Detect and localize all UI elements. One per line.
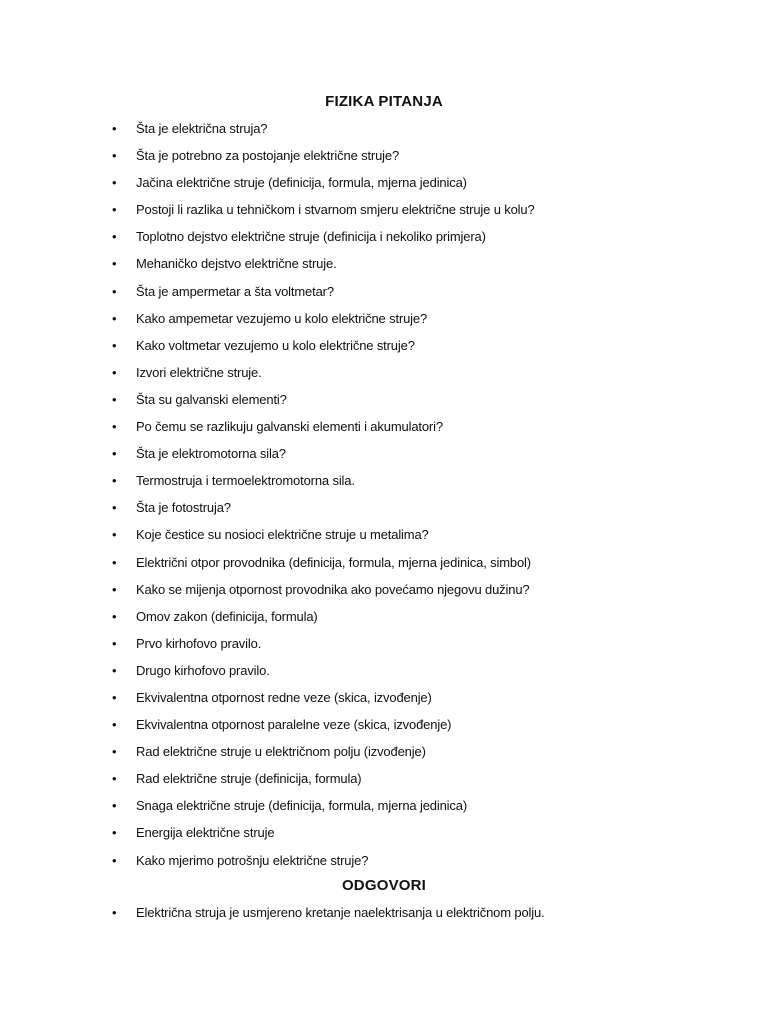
bullet-icon: •: [112, 608, 117, 624]
question-item-text: Kako se mijenja otpornost provodnika ako povećamo njegovu dužinu?: [136, 581, 530, 597]
question-item-text: Omov zakon (definicija, formula): [136, 608, 318, 624]
question-item-text: Rad električne struje (definicija, formula): [136, 771, 362, 787]
bullet-icon: •: [112, 446, 117, 462]
question-item: [0, 283, 768, 310]
bullet-icon: •: [112, 148, 117, 164]
bullet-icon: •: [112, 825, 117, 841]
question-item: [0, 526, 768, 553]
question-item: [0, 608, 768, 635]
question-item: [0, 120, 768, 147]
bullet-icon: •: [112, 905, 117, 920]
question-item-text: Ekvivalentna otpornost paralelne veze (skica, izvođenje): [136, 717, 452, 733]
bullet-icon: •: [112, 337, 117, 353]
bullet-icon: •: [112, 391, 117, 407]
bullet-icon: •: [112, 256, 117, 272]
bullet-icon: •: [112, 744, 117, 760]
question-item: [0, 770, 768, 797]
bullet-icon: •: [112, 798, 117, 814]
question-item: [0, 364, 768, 391]
question-item-text: Šta su galvanski elementi?: [136, 391, 287, 407]
bullet-icon: •: [112, 852, 117, 868]
question-item: [0, 824, 768, 851]
question-item-text: Snaga električne struje (definicija, formula, mjerna jedinica): [136, 798, 468, 814]
question-item-text: Kako ampemetar vezujemo u kolo električne struje?: [136, 310, 428, 326]
bullet-icon: •: [112, 689, 117, 705]
question-item: [0, 310, 768, 337]
bullet-icon: •: [112, 717, 117, 733]
question-item: [0, 391, 768, 418]
question-item: [0, 743, 768, 770]
question-item-text: Izvori električne struje.: [136, 364, 262, 380]
question-item: [0, 499, 768, 526]
bullet-icon: •: [112, 364, 117, 380]
bullet-icon: •: [112, 771, 117, 787]
answer-item-text: Električna struja je usmjereno kretanje naelektrisanja u električnom polju.: [136, 905, 545, 920]
question-item: [0, 716, 768, 743]
bullet-icon: •: [112, 419, 117, 435]
question-item-text: Šta je fotostruja?: [136, 500, 231, 516]
question-item: [0, 797, 768, 824]
question-item-text: Šta je potrebno za postojanje električne struje?: [136, 148, 400, 164]
bullet-icon: •: [112, 554, 117, 570]
question-item: [0, 635, 768, 662]
question-item-text: Toplotno dejstvo električne struje (definicija i nekoliko primjera): [136, 229, 486, 245]
answers-heading: ODGOVORI: [341, 877, 427, 894]
questions-list: [0, 120, 768, 879]
bullet-icon: •: [112, 662, 117, 678]
question-item-text: Drugo kirhofovo pravilo.: [136, 662, 270, 678]
question-item-text: Koje čestice su nosioci električne struje u metalima?: [136, 527, 429, 543]
question-item: [0, 554, 768, 581]
question-item: [0, 174, 768, 201]
question-item-text: Šta je elektromotorna sila?: [136, 446, 286, 462]
bullet-icon: •: [112, 527, 117, 543]
question-item: [0, 581, 768, 608]
question-item: [0, 147, 768, 174]
question-item-text: Postoji li razlika u tehničkom i stvarnom smjeru električne struje u kolu?: [136, 202, 535, 218]
bullet-icon: •: [112, 283, 117, 299]
bullet-icon: •: [112, 310, 117, 326]
question-item-text: Energija električne struje: [136, 825, 275, 841]
question-item-text: Rad električne struje u električnom polju (izvođenje): [136, 744, 426, 760]
question-item-text: Kako mjerimo potrošnju električne struje?: [136, 852, 369, 868]
question-item-text: Ekvivalentna otpornost redne veze (skica, izvođenje): [136, 689, 432, 705]
question-item: [0, 445, 768, 472]
bullet-icon: •: [112, 202, 117, 218]
question-item-text: Kako voltmetar vezujemo u kolo električne struje?: [136, 337, 415, 353]
question-item-text: Po čemu se razlikuju galvanski elementi i akumulatori?: [136, 419, 443, 435]
answers-list: [0, 904, 768, 931]
question-item-text: Termostruja i termoelektromotorna sila.: [136, 473, 355, 489]
question-item-text: Šta je električna struja?: [136, 121, 268, 136]
questions-heading: FIZIKA PITANJA: [325, 93, 443, 110]
question-item: [0, 418, 768, 445]
question-item: [0, 689, 768, 716]
bullet-icon: •: [112, 581, 117, 597]
bullet-icon: •: [112, 175, 117, 191]
question-item: [0, 337, 768, 364]
bullet-icon: •: [112, 229, 117, 245]
bullet-icon: •: [112, 121, 117, 136]
question-item-text: Električni otpor provodnika (definicija, formula, mjerna jedinica, simbol): [136, 554, 531, 570]
question-item: [0, 255, 768, 282]
bullet-icon: •: [112, 635, 117, 651]
bullet-icon: •: [112, 473, 117, 489]
question-item: [0, 201, 768, 228]
question-item: [0, 662, 768, 689]
question-item-text: Prvo kirhofovo pravilo.: [136, 635, 262, 651]
question-item-text: Jačina električne struje (definicija, formula, mjerna jedinica): [136, 175, 467, 191]
question-item: [0, 228, 768, 255]
question-item-text: Mehaničko dejstvo električne struje.: [136, 256, 337, 272]
answer-item: [0, 904, 768, 931]
question-item: [0, 472, 768, 499]
question-item-text: Šta je ampermetar a šta voltmetar?: [136, 283, 334, 299]
bullet-icon: •: [112, 500, 117, 516]
question-item: [0, 852, 768, 879]
